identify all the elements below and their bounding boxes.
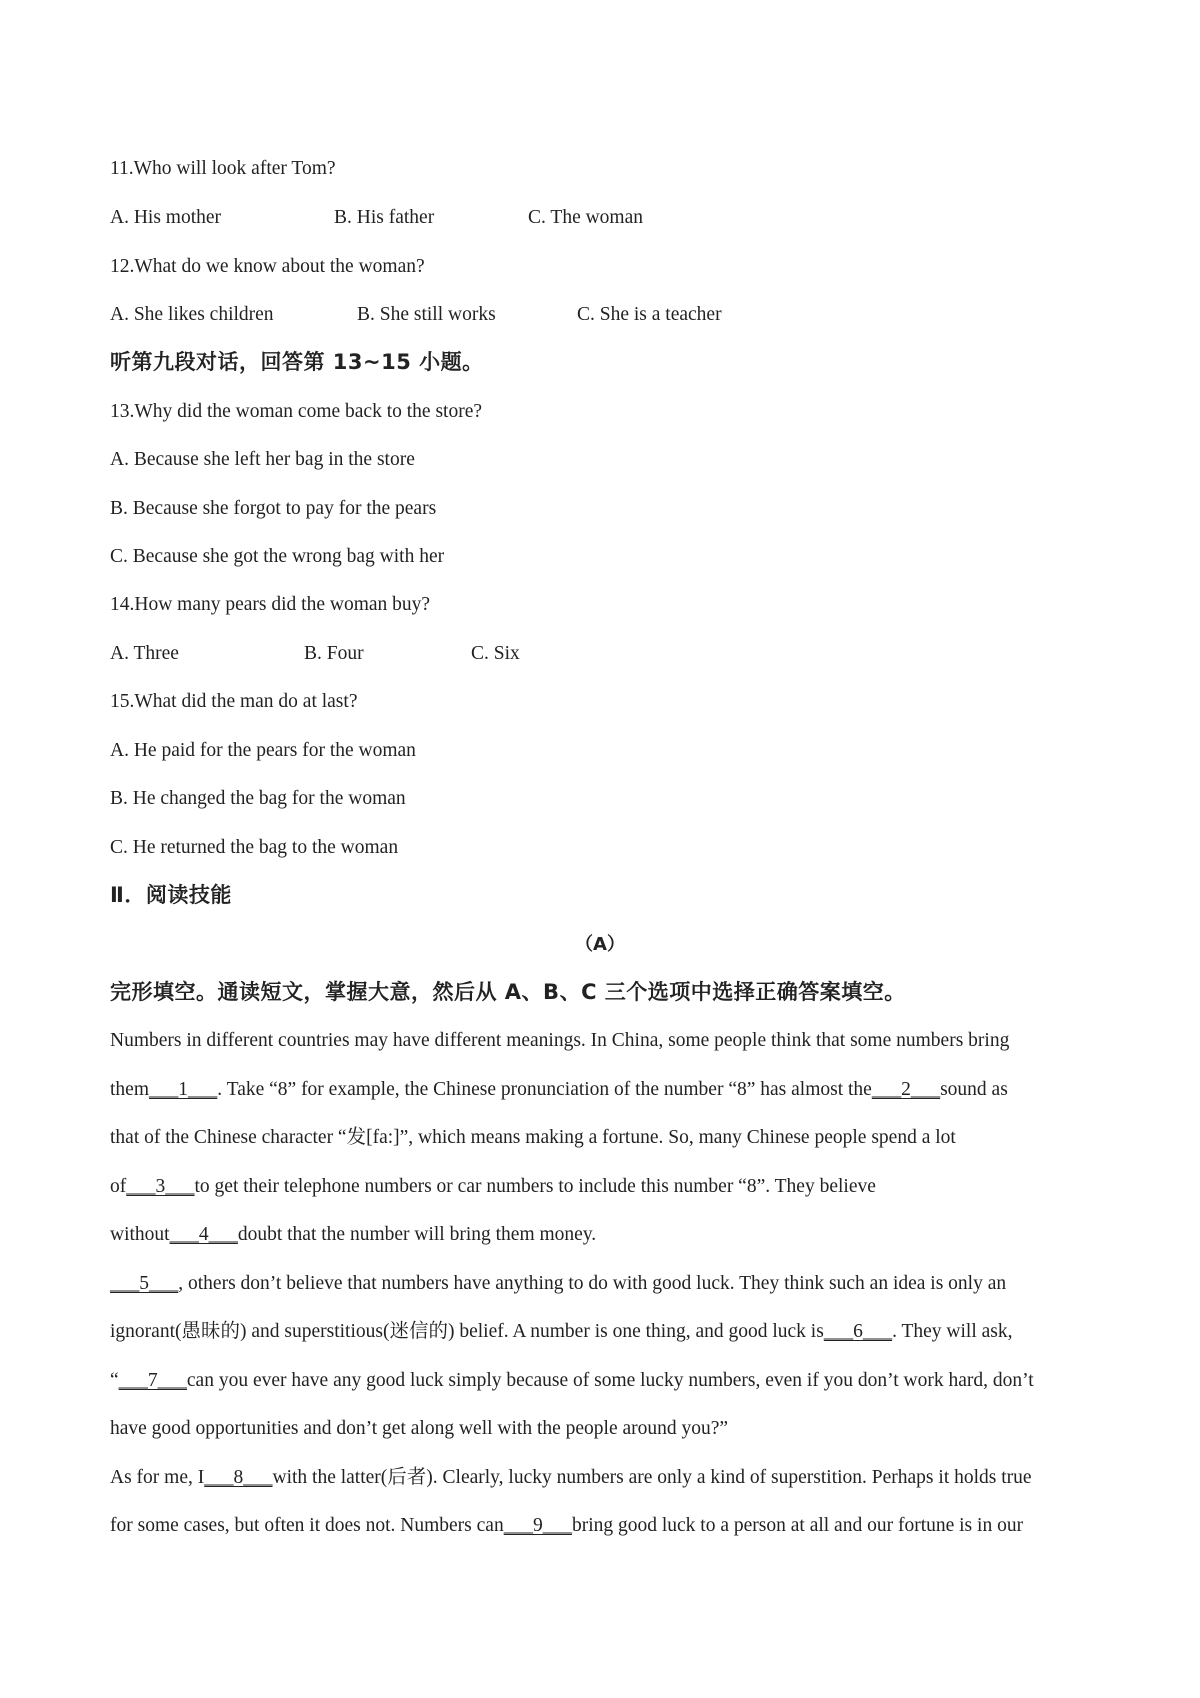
blank-3: ___3___ xyxy=(126,1176,195,1197)
option-b: B. His father xyxy=(334,207,435,228)
passage-text: can you ever have any good luck simply because of some lucky numbers, even if you don’t work hard, don’t xyxy=(186,1370,1034,1391)
option-c: C. He returned the bag to the woman xyxy=(110,837,399,858)
blank-6: ___6___ xyxy=(823,1321,893,1342)
passage-line: that of the Chinese character “发[fa:]”, which means making a fortune. So, many Chinese people spend a lot xyxy=(110,1127,956,1148)
question-12: 12.What do we know about the woman? xyxy=(110,256,425,277)
passage-line xyxy=(110,1271,1006,1297)
blank-9: ___9___ xyxy=(503,1515,572,1536)
passage-label: （A） xyxy=(575,934,625,955)
blank-4: ___4___ xyxy=(169,1224,238,1245)
question-15: 15.What did the man do at last? xyxy=(110,691,358,712)
question-11-options xyxy=(110,205,1110,231)
blank-8: ___8___ xyxy=(204,1467,273,1488)
option-b: B. He changed the bag for the woman xyxy=(110,788,406,809)
passage-text: them xyxy=(110,1079,149,1100)
passage-text: ignorant(愚昧的) and superstitious(迷信的) belief. A number is one thing, and good luck is xyxy=(110,1321,824,1342)
passage-text: to get their telephone numbers or car numbers to include this number “8”. They believe xyxy=(194,1176,876,1197)
passage-text: with the latter(后者). Clearly, lucky numbers are only a kind of superstition. Perhaps it holds true xyxy=(272,1467,1032,1488)
section-heading: 听第九段对话，回答第 13~15 小题。 xyxy=(110,350,484,374)
part-heading: Ⅱ．阅读技能 xyxy=(110,883,232,907)
passage-text: sound as xyxy=(940,1079,1008,1100)
passage-line xyxy=(110,1368,1034,1394)
option-a: A. Three xyxy=(110,643,179,664)
passage-text: without xyxy=(110,1224,170,1245)
blank-7: ___7___ xyxy=(118,1370,187,1391)
blank-2: ___2___ xyxy=(871,1079,941,1100)
passage-line xyxy=(110,1513,1023,1539)
option-c: C. She is a teacher xyxy=(577,304,722,325)
option-b: B. Four xyxy=(304,643,364,664)
question-14: 14.How many pears did the woman buy? xyxy=(110,594,431,615)
cloze-instruction: 完形填空。通读短文，掌握大意，然后从 A、B、C 三个选项中选择正确答案填空。 xyxy=(110,980,906,1004)
blank-1: ___1___ xyxy=(149,1079,218,1100)
passage-line xyxy=(110,1465,1032,1491)
option-b: B. She still works xyxy=(357,304,496,325)
passage-text: . They will ask, xyxy=(892,1321,1013,1342)
passage-text: As for me, I xyxy=(110,1467,205,1488)
passage-text: for some cases, but often it does not. Numbers can xyxy=(110,1515,504,1536)
passage-line xyxy=(110,1222,596,1248)
option-c: C. The woman xyxy=(528,207,644,228)
passage-text: bring good luck to a person at all and our fortune is in our xyxy=(571,1515,1024,1536)
question-12-options xyxy=(110,302,1110,328)
option-b: B. Because she forgot to pay for the pears xyxy=(110,498,437,519)
passage-text: “ xyxy=(110,1370,119,1391)
passage-line xyxy=(110,1077,1008,1103)
passage-line: Numbers in different countries may have different meanings. In China, some people think that some numbers bring xyxy=(110,1030,1010,1051)
passage-line: have good opportunities and don’t get along well with the people around you?” xyxy=(110,1418,729,1439)
option-a: A. He paid for the pears for the woman xyxy=(110,740,416,761)
option-c: C. Because she got the wrong bag with her xyxy=(110,546,445,567)
passage-text: , others don’t believe that numbers have anything to do with good luck. They think such an idea is only an xyxy=(178,1273,1007,1294)
blank-5: ___5___ xyxy=(110,1273,179,1294)
passage-text: . Take “8” for example, the Chinese pronunciation of the number “8” has almost the xyxy=(217,1079,872,1100)
passage-line xyxy=(110,1319,1013,1345)
question-14-options xyxy=(110,641,1110,667)
option-a: A. Because she left her bag in the store xyxy=(110,449,415,470)
question-11: 11.Who will look after Tom? xyxy=(110,158,336,179)
option-a: A. His mother xyxy=(110,207,222,228)
passage-text: doubt that the number will bring them money. xyxy=(237,1224,597,1245)
option-a: A. She likes children xyxy=(110,304,274,325)
passage-line xyxy=(110,1174,876,1200)
question-13: 13.Why did the woman come back to the store? xyxy=(110,401,483,422)
passage-text: of xyxy=(110,1176,127,1197)
option-c: C. Six xyxy=(471,643,520,664)
